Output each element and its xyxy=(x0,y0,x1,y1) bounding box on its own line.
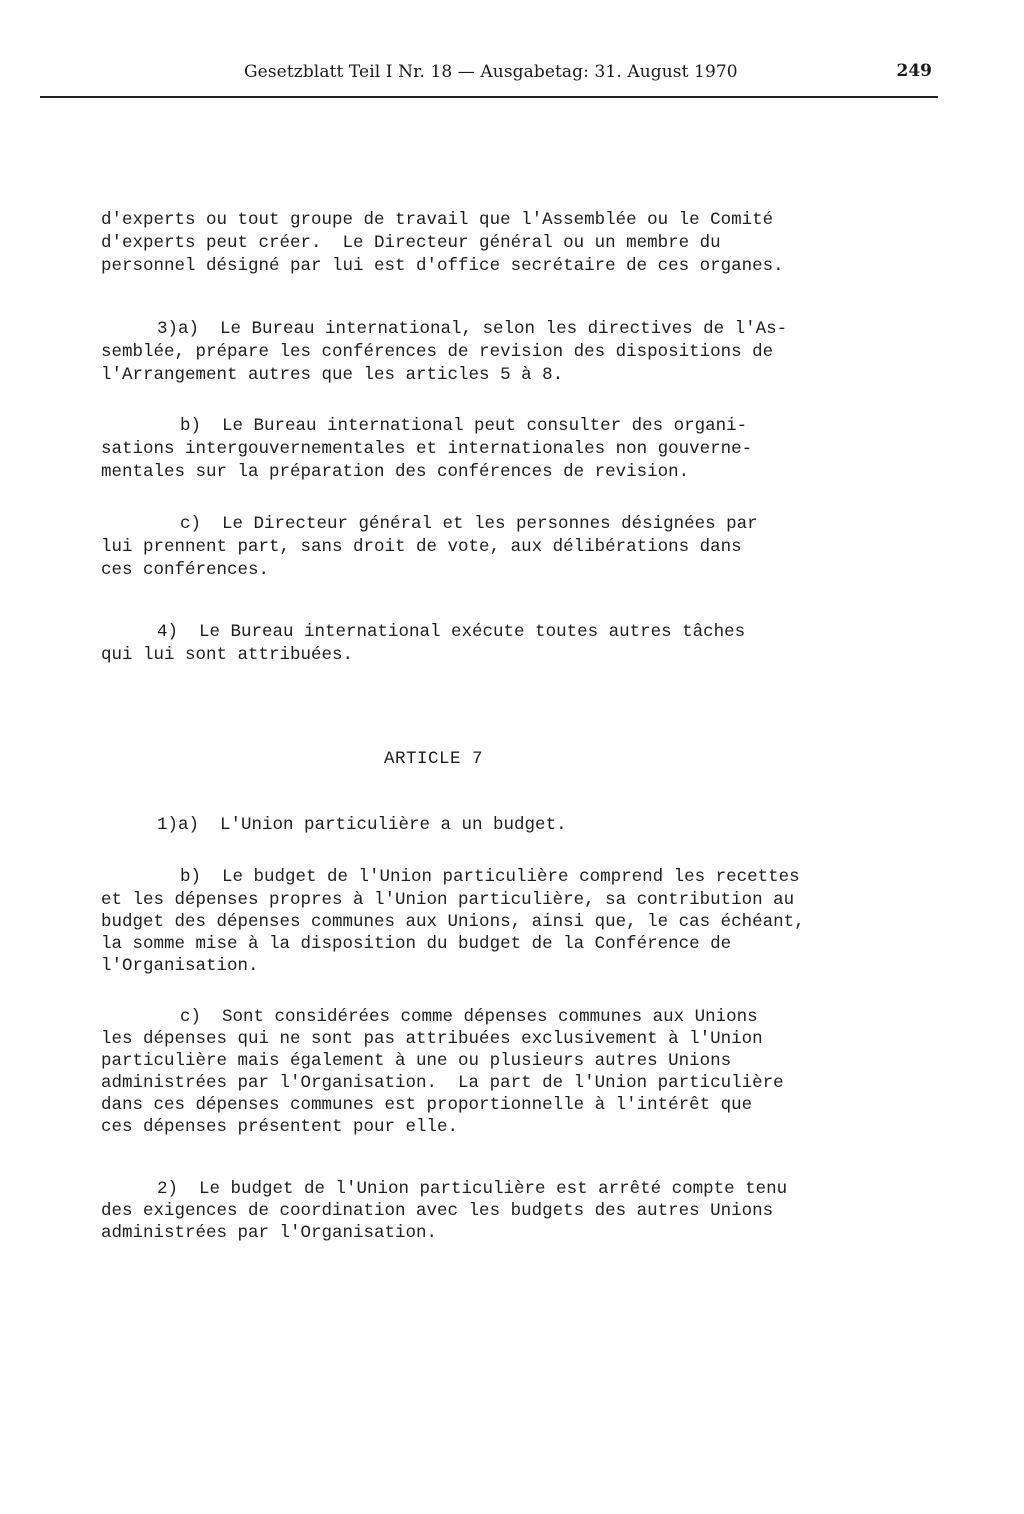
text-line: les dépenses qui ne sont pas attribuées exclusivement à l'Union xyxy=(101,1029,763,1049)
article-heading: ARTICLE 7 xyxy=(384,749,484,769)
text-line: budget des dépenses communes aux Unions, ainsi que, le cas échéant, xyxy=(101,912,805,932)
text-line: semblée, prépare les conférences de revision des dispositions de xyxy=(101,342,774,362)
text-line: lui prennent part, sans droit de vote, aux délibérations dans xyxy=(101,537,742,557)
text-line: d'experts ou tout groupe de travail que l'Assemblée ou le Comité xyxy=(101,210,774,230)
text-line: des exigences de coordination avec les budgets des autres Unions xyxy=(101,1201,774,1221)
text-line: personnel désigné par lui est d'office secrétaire de ces organes. xyxy=(101,256,784,276)
text-line: qui lui sont attribuées. xyxy=(101,645,354,665)
text-line: et les dépenses propres à l'Union particulière, sa contribution au xyxy=(101,890,795,910)
text-line: 2) Le budget de l'Union particulière est arrêté compte tenu xyxy=(157,1179,788,1199)
page-header xyxy=(40,60,938,98)
text-line: 3)a) Le Bureau international, selon les directives de l'As- xyxy=(157,319,788,339)
header-title: Gesetzblatt Teil I Nr. 18 — Ausgabetag: 31. August 1970 xyxy=(244,62,738,82)
text-line: l'Organisation. xyxy=(101,956,259,976)
text-line: c) Le Directeur général et les personnes désignées par xyxy=(180,514,758,534)
page-number: 249 xyxy=(896,61,932,81)
text-line: mentales sur la préparation des conférences de revision. xyxy=(101,462,690,482)
text-line: ces dépenses présentent pour elle. xyxy=(101,1117,459,1137)
text-line: 1)a) L'Union particulière a un budget. xyxy=(157,815,567,835)
text-line: ces conférences. xyxy=(101,560,270,580)
text-line: c) Sont considérées comme dépenses communes aux Unions xyxy=(180,1007,758,1027)
text-line: 4) Le Bureau international exécute toutes autres tâches xyxy=(157,622,746,642)
text-line: la somme mise à la disposition du budget de la Conférence de xyxy=(101,934,732,954)
text-line: particulière mais également à une ou plusieurs autres Unions xyxy=(101,1051,732,1071)
text-line: b) Le budget de l'Union particulière comprend les recettes xyxy=(180,867,800,887)
text-line: l'Arrangement autres que les articles 5 à 8. xyxy=(101,365,564,385)
text-line: administrées par l'Organisation. xyxy=(101,1223,438,1243)
text-line: sations intergouvernementales et internationales non gouverne- xyxy=(101,439,753,459)
text-line: dans ces dépenses communes est proportionnelle à l'intérêt que xyxy=(101,1095,753,1115)
text-line: b) Le Bureau international peut consulter des organi- xyxy=(180,416,748,436)
text-line: d'experts peut créer. Le Directeur général ou un membre du xyxy=(101,233,721,253)
text-line: administrées par l'Organisation. La part de l'Union particulière xyxy=(101,1073,784,1093)
